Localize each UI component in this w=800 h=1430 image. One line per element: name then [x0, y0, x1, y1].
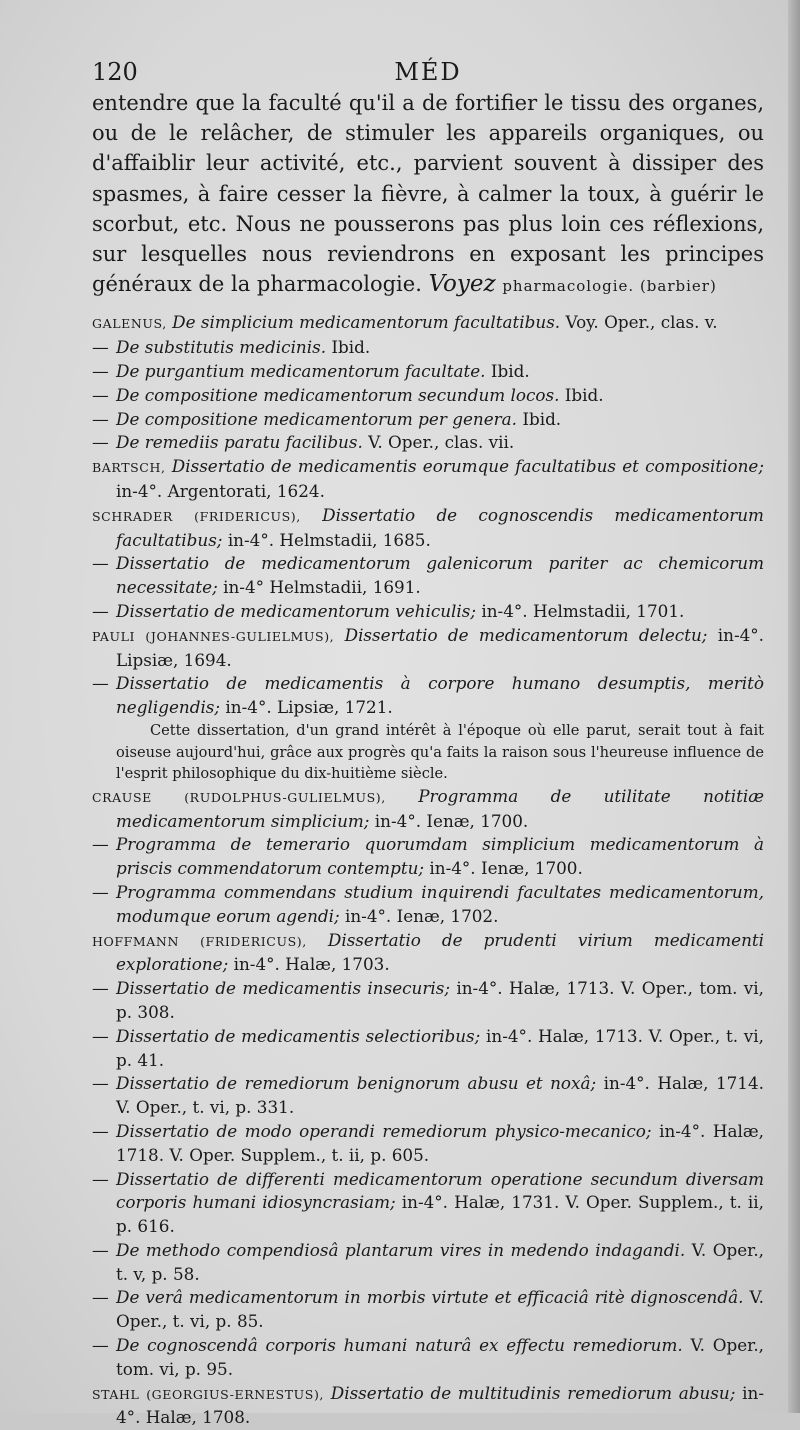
entry-author-forename: (FRIDERICUS),	[200, 933, 307, 949]
entry-imprint: in-4°. Ienæ, 1702.	[345, 905, 499, 926]
page-body	[92, 88, 764, 1430]
intro-cross-reference: pharmacologie. (barbier)	[502, 277, 717, 296]
entry-ditto-dash: —	[92, 1335, 109, 1356]
bibliography-entry	[92, 977, 764, 1025]
entry-ditto-dash: —	[92, 978, 109, 999]
entry-imprint: Ibid.	[331, 337, 371, 358]
entry-imprint: in-4°. Halæ, 1731. V. Oper. Supplem., t. ii, p. 616.	[116, 1192, 764, 1237]
entry-author: PAULI	[92, 628, 136, 644]
entry-title: Dissertatio de medicamentorum galenicorum pariter ac chemicorum necessitate;	[116, 553, 764, 598]
entry-imprint: in-4°. Lipsiæ, 1721.	[225, 697, 393, 718]
bibliography-entry	[92, 552, 764, 600]
bibliography-entry	[92, 600, 764, 624]
entry-author: SCHRADER	[92, 508, 173, 524]
page-header	[92, 58, 764, 92]
entry-title: De simplicium medicamentorum facultatibus.	[172, 312, 561, 333]
bibliography-entry	[92, 1120, 764, 1168]
entry-title: Dissertatio de medicamentorum vehiculis;	[116, 600, 477, 621]
intro-paragraph	[92, 88, 764, 301]
entry-ditto-dash: —	[92, 432, 109, 453]
entry-ditto-dash: —	[92, 384, 109, 405]
entry-imprint: in-4°. Halæ, 1718. V. Oper. Supplem., t. ii, p. 605.	[116, 1120, 764, 1165]
bibliography-entry	[92, 1286, 764, 1334]
entry-ditto-dash: —	[92, 1120, 109, 1141]
entry-imprint: Ibid.	[490, 361, 530, 382]
bibliography-entry	[92, 384, 764, 408]
bibliography-entry	[92, 785, 764, 834]
entry-ditto-dash: —	[92, 1025, 109, 1046]
bibliography-entry	[92, 1072, 764, 1120]
entry-title: De remediis paratu facilibus.	[116, 432, 363, 453]
bibliography-entry	[92, 624, 764, 673]
entry-imprint: in-4°. Ienæ, 1700.	[429, 858, 583, 879]
entry-title: Programma de temerario quorumdam simplicium medicamentorum à priscis commendatorum contemptu;	[116, 834, 764, 879]
running-title: MÉD	[394, 58, 462, 86]
entry-title: De compositione medicamentorum per genera.	[116, 408, 517, 429]
bibliography-entry	[92, 929, 764, 978]
entry-title: Dissertatio de multitudinis remediorum abusu;	[330, 1382, 736, 1403]
entry-title: De cognoscendâ corporis humani naturâ ex effectu remediorum.	[116, 1335, 683, 1356]
entry-author: BARTSCH,	[92, 460, 166, 476]
entry-title: Dissertatio de medicamentis à corpore humano desumptis, meritò negligendis;	[116, 673, 764, 718]
intro-voyez: Voyez	[428, 271, 496, 298]
entry-imprint: in-4°. Lipsiæ, 1694.	[116, 624, 765, 670]
entry-title: Dissertatio de medicamentis selectioribus;	[116, 1025, 481, 1046]
bibliography-entry	[92, 1025, 764, 1073]
entry-title: De compositione medicamentorum secundum locos.	[116, 384, 560, 405]
bibliography-entry	[92, 1334, 764, 1382]
bibliography-entry	[92, 431, 764, 455]
entry-imprint: V. Oper., t. vi, p. 85.	[116, 1287, 764, 1332]
entry-title: De substitutis medicinis.	[116, 337, 327, 358]
entry-imprint: in-4° Helmstadii, 1691.	[223, 577, 421, 598]
entry-author-forename: (JOHANNES-GULIELMUS),	[145, 628, 335, 644]
page-number: 120	[92, 58, 138, 86]
entry-imprint: in-4°. Halæ, 1713. V. Oper., t. vi, p. 41.	[116, 1025, 764, 1070]
bibliography-entry	[92, 311, 764, 336]
entry-imprint: V. Oper., t. v, p. 58.	[116, 1239, 764, 1284]
entry-ditto-dash: —	[92, 834, 109, 855]
entry-imprint: V. Oper., tom. vi, p. 95.	[116, 1335, 765, 1379]
entry-imprint: in-4°. Halæ, 1708.	[116, 1382, 764, 1428]
entry-ditto-dash: —	[92, 553, 109, 574]
entry-title: Programma commendans studium inquirendi facultates medicamentorum, modumque eorum agendi;	[116, 881, 764, 926]
bibliography	[92, 311, 764, 1430]
entry-title: Dissertatio de differenti medicamentorum operatione secundum diversam corporis humani idiosyncrasiam;	[116, 1168, 764, 1213]
bibliography-entry	[92, 833, 764, 881]
entry-ditto-dash: —	[92, 1168, 109, 1189]
entry-imprint: in-4°. Halæ, 1703.	[233, 954, 390, 975]
entry-imprint: in-4°. Helmstadii, 1701.	[481, 600, 685, 621]
entry-title: Dissertatio de medicamentis eorumque facultatibus et compositione;	[171, 456, 764, 477]
bibliography-entry	[92, 360, 764, 384]
entry-title: Dissertatio de cognoscendis medicamentorum facultatibus;	[116, 504, 764, 550]
entry-imprint: in-4°. Argentorati, 1624.	[116, 481, 325, 501]
entry-title: Dissertatio de modo operandi remediorum physico-mecanico;	[116, 1120, 652, 1141]
bibliography-entry	[92, 408, 764, 432]
bibliography-entry	[92, 881, 764, 929]
entry-ditto-dash: —	[92, 673, 109, 694]
bibliography-note: Cette dissertation, d'un grand intérêt à l'époque où elle parut, serait tout à fait oiseuse aujourd'hui, grâce aux progrès qu'a faits la raison sous l'heureuse influence de l'esprit philosophique du dix-huitième siècle.	[116, 721, 764, 783]
page-edge-shadow	[788, 0, 800, 1413]
intro-text: entendre que la faculté qu'il a de fortifier le tissu des organes, ou de le relâcher, de stimuler les appareils organiques, ou d'affaiblir leur activité, etc., parvient souvent à dissiper des spasmes, à faire cesser la fièvre, à calmer la toux, à guérir le scorbut, etc. Nous ne pousserons pas plus loin ces réflexions, sur lesquelles nous reviendrons en exposant les principes généraux de la pharmacologie. Voyez pharmacologie. (barbier)	[92, 91, 764, 298]
entry-imprint: Voy. Oper., clas. v.	[565, 312, 718, 333]
bibliography-entry	[92, 455, 764, 504]
entry-author: STAHL	[92, 1386, 140, 1402]
entry-ditto-dash: —	[92, 1287, 109, 1308]
entry-ditto-dash: —	[92, 600, 109, 621]
bibliography-entry	[92, 1382, 764, 1430]
entry-title: De purgantium medicamentorum facultate.	[116, 361, 486, 382]
entry-ditto-dash: —	[92, 1073, 109, 1094]
entry-ditto-dash: —	[92, 1239, 109, 1260]
entry-title: Dissertatio de medicamentis insecuris;	[116, 978, 451, 999]
entry-imprint: in-4°. Halæ, 1713. V. Oper., tom. vi, p. 308.	[116, 978, 764, 1022]
entry-author-forename: (FRIDERICUS),	[194, 508, 301, 524]
entry-ditto-dash: —	[92, 361, 109, 382]
bibliography-entry	[92, 504, 764, 553]
entry-imprint: V. Oper., clas. vii.	[368, 432, 515, 453]
entry-title: Dissertatio de medicamentorum delectu;	[344, 624, 708, 645]
entry-author-forename: (GEORGIUS-ERNESTUS),	[146, 1386, 324, 1402]
entry-title: Dissertatio de remediorum benignorum abusu et noxâ;	[116, 1073, 597, 1094]
entry-imprint: in-4°. Halæ, 1714. V. Oper., t. vi, p. 331.	[116, 1073, 764, 1118]
entry-imprint: in-4°. Ienæ, 1700.	[374, 810, 529, 831]
entry-title: Dissertatio de prudenti virium medicamenti exploratione;	[116, 929, 765, 975]
entry-author: HOFFMANN	[92, 933, 179, 949]
entry-ditto-dash: —	[92, 881, 109, 902]
entry-title: Programma de utilitate notitiæ medicamentorum simplicium;	[116, 785, 764, 831]
entry-ditto-dash: —	[92, 408, 109, 429]
entry-author: GALENUS,	[92, 316, 167, 332]
entry-imprint: in-4°. Helmstadii, 1685.	[227, 529, 431, 550]
entry-author-forename: (RUDOLPHUS-GULIELMUS),	[184, 789, 386, 805]
entry-imprint: Ibid.	[522, 408, 562, 429]
entry-title: De methodo compendiosâ plantarum vires in medendo indagandi.	[116, 1239, 686, 1260]
bibliography-entry	[92, 336, 764, 360]
bibliography-entry	[92, 672, 764, 720]
entry-author: CRAUSE	[92, 789, 152, 805]
bibliography-entry	[92, 1239, 764, 1287]
bibliography-entry	[92, 1168, 764, 1239]
entry-imprint: Ibid.	[564, 384, 604, 405]
entry-ditto-dash: —	[92, 337, 109, 358]
entry-title: De verâ medicamentorum in morbis virtute et efficaciâ ritè dignoscendâ.	[116, 1287, 744, 1308]
